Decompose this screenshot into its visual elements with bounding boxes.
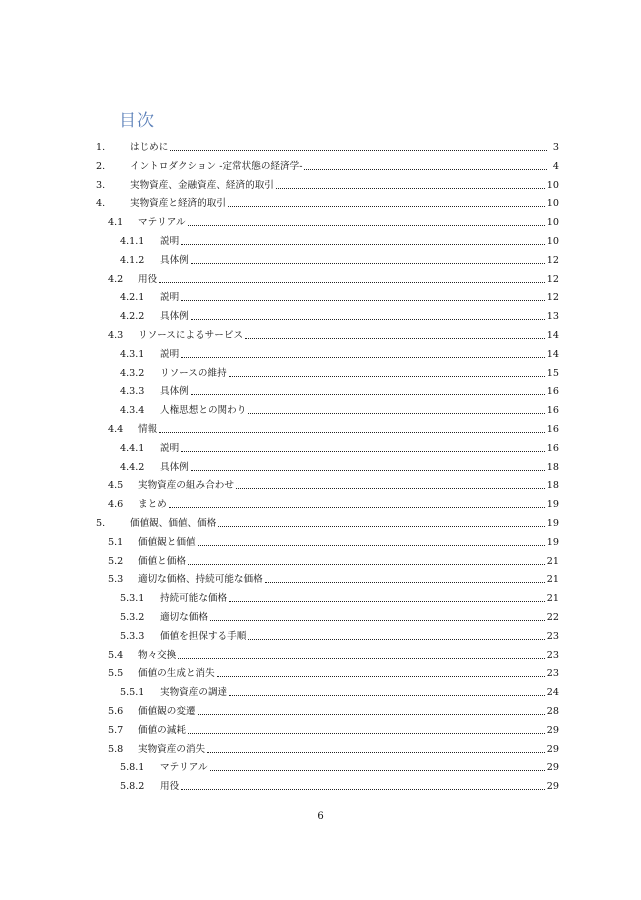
toc-entry-title: 実物資産の組み合わせ (138, 480, 234, 492)
toc-entry-number: 4.2.2 (120, 311, 145, 323)
toc-entry[interactable] (120, 286, 559, 304)
toc-entry-number: 4.3.3 (120, 386, 145, 398)
toc-dot-leader (178, 658, 544, 659)
toc-entry-number: 4.6 (108, 499, 124, 511)
toc-entry-title: 説明 (160, 442, 180, 454)
toc-entry-title: リソースの維持 (160, 367, 227, 379)
toc-dot-leader (265, 582, 545, 583)
toc-entry-page: 21 (546, 593, 559, 605)
toc-entry-page: 13 (546, 311, 559, 323)
toc-dot-leader (159, 282, 545, 283)
toc-entry-title: イントロダクション -定常状態の経済学- (130, 160, 303, 172)
toc-entry[interactable] (120, 681, 559, 699)
toc-dot-leader (210, 620, 545, 621)
toc-entry[interactable] (108, 211, 559, 229)
toc-entry-page: 10 (546, 217, 559, 229)
toc-dot-leader (207, 752, 545, 753)
toc-entry-page: 19 (546, 518, 559, 529)
toc-entry-page: 21 (546, 574, 559, 586)
toc-entry-number: 4.1 (108, 217, 124, 229)
toc-entry-number: 5.7 (108, 724, 124, 736)
toc-entry[interactable] (120, 756, 559, 774)
toc-entry-number: 4.4.1 (120, 442, 145, 454)
toc-entry-title: 用役 (160, 781, 180, 793)
toc-entry-title: 実物資産と経済的取引 (130, 198, 226, 210)
toc-entry-page: 29 (546, 781, 559, 793)
toc-entry-page: 10 (546, 198, 559, 210)
toc-entry-page: 28 (546, 706, 559, 717)
toc-entry[interactable] (108, 662, 559, 680)
toc-entry[interactable] (120, 305, 559, 323)
toc-entry-title: 説明 (160, 292, 180, 304)
toc-dot-leader (188, 564, 545, 565)
toc-entry-page: 29 (546, 743, 559, 755)
toc-entry-page: 16 (546, 405, 559, 417)
toc-entry[interactable] (108, 700, 559, 718)
toc-entry-number: 5.3.1 (120, 593, 145, 605)
toc-entry-page: 19 (546, 499, 559, 511)
toc-entry-title: リソースによるサービス (138, 330, 244, 341)
toc-entry[interactable] (108, 531, 559, 549)
toc-entry[interactable] (120, 437, 559, 455)
toc-entry-number: 5.5 (108, 668, 124, 680)
toc-entry-title: 情報 (138, 424, 158, 435)
toc-entry-number: 4.1.2 (120, 254, 145, 266)
toc-entry-number: 4.3.1 (120, 348, 145, 360)
toc-dot-leader (304, 169, 547, 170)
toc-entry-title: 物々交換 (138, 649, 177, 661)
toc-entry-page: 3 (552, 142, 559, 153)
toc-dot-leader (245, 338, 545, 339)
toc-entry[interactable] (120, 362, 559, 380)
toc-entry-title: 具体例 (160, 461, 189, 473)
toc-entry-page: 10 (546, 236, 559, 247)
toc-entry[interactable] (108, 324, 559, 342)
toc-entry-number: 5.3.3 (120, 630, 145, 642)
toc-entry-title: まとめ (138, 499, 167, 511)
toc-dot-leader (191, 394, 545, 395)
toc-dot-leader (210, 770, 545, 771)
toc-dot-leader (248, 413, 544, 414)
toc-entry[interactable] (96, 136, 559, 154)
toc-dot-leader (218, 526, 544, 527)
toc-entry-page: 18 (546, 461, 559, 473)
toc-dot-leader (229, 601, 545, 602)
toc-entry-page: 21 (546, 555, 559, 567)
toc-entry-number: 4.2.1 (120, 292, 145, 304)
toc-entry-title: マテリアル (138, 217, 186, 229)
toc-entry-page: 23 (546, 649, 559, 661)
toc-entry-page: 12 (546, 292, 559, 304)
toc-entry-number: 5.4 (108, 649, 124, 661)
toc-dot-leader (188, 733, 545, 734)
toc-dot-leader (229, 376, 545, 377)
toc-entry[interactable] (108, 568, 559, 586)
toc-entry-number: 5.3.2 (120, 612, 145, 623)
toc-dot-leader (159, 432, 545, 433)
toc-entry-number: 4.5 (108, 480, 124, 492)
toc-heading: 目次 (119, 111, 155, 131)
toc-entry-number: 4. (96, 198, 106, 210)
toc-entry[interactable] (96, 155, 559, 173)
toc-entry[interactable] (108, 738, 559, 756)
toc-entry-title: 持続可能な価格 (160, 593, 228, 605)
toc-entry-number: 5.1 (108, 536, 124, 548)
toc-entry[interactable] (120, 230, 559, 248)
toc-entry[interactable] (108, 474, 559, 492)
toc-entry-number: 1. (96, 142, 106, 153)
toc-entry-title: 適切な価格 (160, 612, 208, 623)
toc-dot-leader (198, 714, 545, 715)
toc-entry-title: 価値と価格 (138, 555, 186, 567)
toc-entry-page: 22 (546, 612, 559, 623)
toc-entry-number: 5.8.1 (120, 762, 145, 774)
toc-dot-leader (236, 488, 545, 489)
toc-entry-number: 4.4 (108, 424, 124, 435)
toc-entry-title: 実物資産、金融資産、経済的取引 (130, 179, 274, 191)
toc-entry[interactable] (108, 550, 559, 568)
toc-entry-title: はじめに (130, 142, 169, 153)
toc-entry-page: 15 (546, 367, 559, 379)
toc-entry[interactable] (120, 380, 559, 398)
toc-entry[interactable] (108, 493, 559, 511)
toc-entry-page: 16 (546, 442, 559, 454)
toc-entry[interactable] (96, 192, 559, 210)
toc-entry-title: 価値を担保する手順 (160, 630, 247, 642)
toc-entry-title: 説明 (160, 236, 180, 247)
toc-dot-leader (248, 639, 544, 640)
toc-entry-page: 24 (546, 687, 559, 699)
toc-entry-title: 説明 (160, 348, 180, 360)
toc-entry-title: 適切な価格、持続可能な価格 (138, 574, 263, 586)
toc-entry-page: 16 (546, 424, 559, 435)
toc-entry-title: 具体例 (160, 386, 189, 398)
toc-dot-leader (181, 789, 545, 790)
page-number: 6 (317, 811, 324, 822)
toc-dot-leader (188, 225, 545, 226)
toc-entry-number: 5. (96, 518, 106, 529)
toc-entry-page: 12 (546, 254, 559, 266)
toc-entry[interactable] (108, 644, 559, 662)
toc-entry-title: 価値観の変遷 (138, 706, 196, 717)
toc-entry-number: 4.3 (108, 330, 124, 341)
toc-dot-leader (181, 451, 545, 452)
toc-entry-title: 価値観、価値、価格 (130, 518, 217, 529)
toc-dot-leader (229, 695, 545, 696)
toc-entry[interactable] (96, 174, 559, 192)
toc-entry-page: 16 (546, 386, 559, 398)
toc-entry-number: 3. (96, 179, 106, 191)
toc-dot-leader (217, 676, 545, 677)
toc-dot-leader (276, 188, 545, 189)
toc-entry[interactable] (120, 606, 559, 624)
toc-entry-page: 23 (546, 630, 559, 642)
toc-entry-page: 14 (546, 348, 559, 360)
toc-dot-leader (198, 545, 545, 546)
toc-entry-number: 5.3 (108, 574, 124, 586)
toc-entry[interactable] (96, 512, 559, 530)
toc-entry[interactable] (120, 587, 559, 605)
toc-dot-leader (170, 150, 547, 151)
toc-entry-page: 29 (546, 724, 559, 736)
toc-entry-title: マテリアル (160, 762, 208, 774)
toc-entry-number: 2. (96, 160, 106, 172)
toc-entry-page: 4 (552, 160, 559, 172)
toc-entry-page: 29 (546, 762, 559, 774)
toc-entry[interactable] (120, 249, 559, 267)
toc-entry-page: 12 (546, 273, 559, 285)
toc-dot-leader (181, 357, 545, 358)
toc-entry-title: 用役 (138, 273, 158, 285)
toc-entry-number: 4.1.1 (120, 236, 145, 247)
toc-entry[interactable] (120, 775, 559, 793)
toc-entry-number: 4.4.2 (120, 461, 145, 473)
toc-entry-number: 5.8 (108, 743, 124, 755)
toc-entry-number: 5.8.2 (120, 781, 145, 793)
toc-entry-page: 23 (546, 668, 559, 680)
toc-entry-page: 14 (546, 330, 559, 341)
toc-dot-leader (228, 206, 545, 207)
toc-entry-title: 価値の減耗 (138, 724, 186, 736)
toc-entry-number: 5.6 (108, 706, 124, 717)
toc-entry-page: 19 (546, 536, 559, 548)
toc-entry-title: 人権思想との関わり (160, 405, 247, 417)
toc-entry-number: 4.2 (108, 273, 124, 285)
toc-dot-leader (191, 263, 545, 264)
toc-entry-title: 具体例 (160, 254, 189, 266)
toc-entry[interactable] (108, 418, 559, 436)
toc-entry[interactable] (120, 456, 559, 474)
toc-entry-page: 10 (546, 179, 559, 191)
toc-dot-leader (169, 507, 545, 508)
toc-entry[interactable] (120, 625, 559, 643)
toc-entry-title: 実物資産の消失 (138, 743, 206, 755)
toc-dot-leader (191, 319, 545, 320)
toc-entry-title: 価値観と価値 (138, 536, 196, 548)
toc-entry-title: 具体例 (160, 311, 189, 323)
toc-entry-title: 価値の生成と消失 (138, 668, 215, 680)
toc-entry-number: 5.5.1 (120, 687, 145, 699)
toc-entry-number: 5.2 (108, 555, 124, 567)
toc-dot-leader (181, 244, 545, 245)
toc-dot-leader (181, 300, 545, 301)
toc-entry[interactable] (108, 268, 559, 286)
toc-entry-number: 4.3.2 (120, 367, 145, 379)
toc-entry[interactable] (120, 343, 559, 361)
toc-entry-number: 4.3.4 (120, 405, 145, 417)
toc-dot-leader (191, 470, 545, 471)
toc-entry[interactable] (108, 719, 559, 737)
toc-entry-page: 18 (546, 480, 559, 492)
toc-entry-title: 実物資産の調達 (160, 687, 228, 699)
toc-entry[interactable] (120, 399, 559, 417)
